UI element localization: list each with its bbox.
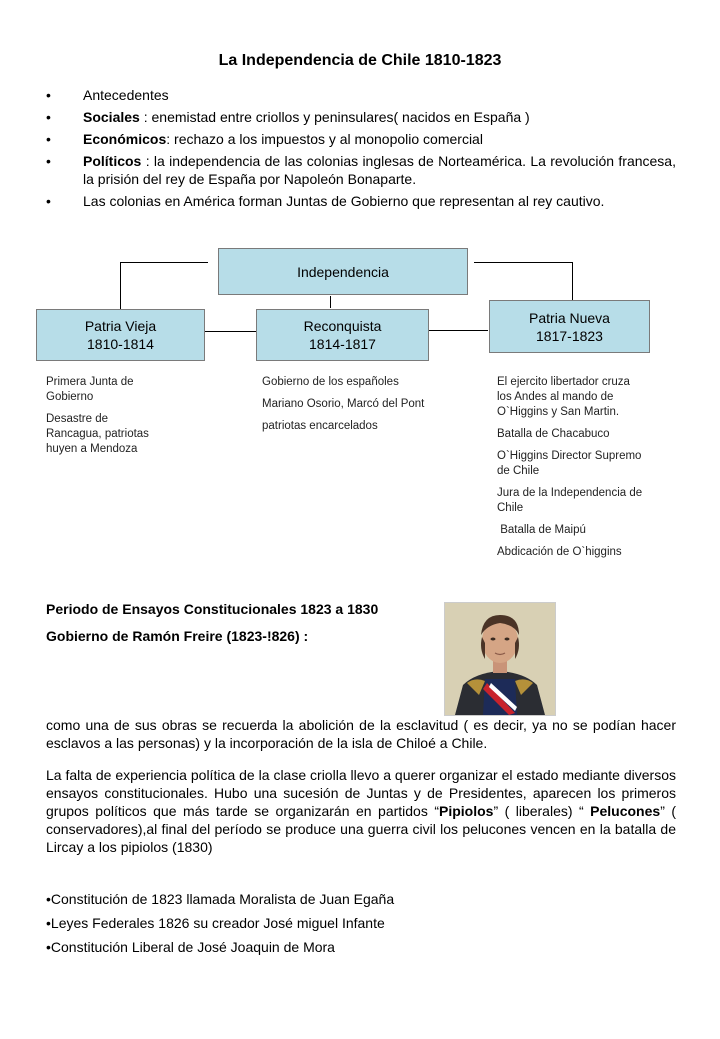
- paragraph-text: ” ( conservadores),al final del período se produce una guerra civil los pelucones vencen en la batalla de Lircay a los pipiolos (1830): [46, 803, 676, 855]
- bullet-item: [46, 130, 676, 148]
- box-name: Reconquista: [303, 318, 382, 334]
- event-item: Abdicación de O`higgins: [497, 546, 622, 558]
- bullet-dot: •: [46, 153, 51, 169]
- box-name: Patria Vieja: [84, 318, 157, 334]
- section-title: Periodo de Ensayos Constitucionales 1823 a 1830: [46, 601, 379, 617]
- box-years: 1814-1817: [309, 336, 376, 352]
- event-item: Mariano Osorio, Marcó del Pont: [262, 398, 425, 410]
- list-item: •Constitución Liberal de José Joaquin de Mora: [46, 939, 335, 955]
- constituciones-list: [46, 890, 676, 956]
- list-item: •Leyes Federales 1826 su creador José miguel Infante: [46, 915, 385, 931]
- pipiolos-term: Pipiolos: [438, 803, 494, 819]
- event-item: Batalla de Maipú: [497, 524, 586, 536]
- portrait-illustration: [445, 603, 555, 715]
- bullet-dot: •: [46, 87, 51, 103]
- connector-line: [474, 262, 572, 263]
- connector-line: [572, 262, 573, 300]
- bullet-text: : enemistad entre criollos y peninsulares( nacidos en España ): [139, 109, 530, 125]
- event-item: Primera Junta de Gobierno: [46, 376, 134, 403]
- patria-vieja-box: [36, 309, 205, 361]
- bullet-text: Antecedentes: [83, 87, 169, 103]
- subsection-title: Gobierno de Ramón Freire (1823-!826) :: [46, 628, 309, 644]
- box-years: 1810-1814: [87, 336, 154, 352]
- independencia-box: [218, 248, 468, 295]
- box-name: Patria Nueva: [529, 309, 610, 326]
- event-item: Desastre de Rancagua, patriotas huyen a Mendoza: [46, 413, 149, 455]
- patria-vieja-events: [46, 375, 166, 464]
- independencia-label: Independencia: [297, 263, 389, 280]
- connector-line: [428, 330, 488, 331]
- bullet-item: [46, 192, 676, 210]
- bullet-text: : rechazo a los impuestos y al monopolio comercial: [166, 131, 483, 147]
- paragraph-text: La falta de experiencia política de la clase criolla llevo a querer organizar el estado mediante diversos ensayos constitucionales. Hubo una sucesión de Juntas y de Presidentes, aparecen los primeros grupos políticos que más tarde se organizarán en partidos “: [46, 767, 676, 819]
- list-item: •Constitución de 1823 llamada Moralista de Juan Egaña: [46, 891, 395, 907]
- patria-nueva-events: [497, 375, 647, 567]
- patria-nueva-box: [489, 300, 650, 353]
- event-item: Batalla de Chacabuco: [497, 428, 610, 440]
- reconquista-events: [262, 375, 434, 441]
- event-item: Jura de la Independencia de Chile: [497, 487, 643, 514]
- bullet-dot: •: [46, 193, 51, 209]
- bullet-item: [46, 86, 676, 104]
- paragraph-freire: como una de sus obras se recuerda la abolición de la esclavitud ( es decir, ya no se podían hacer esclavos a las personas) y la incorporación de la isla de Chiloé a Chile.: [46, 717, 676, 751]
- bullet-dot: •: [46, 131, 51, 147]
- event-item: patriotas encarcelados: [262, 420, 378, 432]
- event-item: El ejercito libertador cruza los Andes al mando de O`Higgins y San Martin.: [497, 376, 630, 418]
- connector-line: [120, 262, 208, 263]
- bullet-item: [46, 108, 676, 126]
- connector-line: [330, 296, 331, 308]
- bullet-text: Las colonias en América forman Juntas de Gobierno que representan al rey cautivo.: [83, 193, 605, 209]
- connector-line: [204, 331, 256, 332]
- page-title: La Independencia de Chile 1810-1823: [218, 52, 502, 69]
- portrait-image: [444, 602, 556, 716]
- event-item: Gobierno de los españoles: [262, 376, 399, 388]
- paragraph-ensayos: [46, 766, 676, 856]
- bullet-bold: Sociales: [83, 109, 140, 125]
- bullet-dot: •: [46, 109, 51, 125]
- bullet-bold: Políticos: [83, 153, 142, 169]
- antecedentes-list: [46, 86, 676, 214]
- box-years: 1817-1823: [536, 327, 603, 344]
- pelucones-term: Pelucones: [590, 803, 661, 819]
- bullet-bold: Económicos: [83, 131, 167, 147]
- paragraph-text: ” ( liberales) “: [493, 803, 591, 819]
- bullet-text: : la independencia de las colonias inglesas de Norteamérica. La revolución francesa, la prisión del rey de España por Napoleón Bonaparte.: [83, 153, 676, 187]
- reconquista-box: [256, 309, 429, 361]
- event-item: O`Higgins Director Supremo de Chile: [497, 450, 642, 477]
- bullet-item: [46, 152, 676, 188]
- connector-line: [120, 262, 121, 310]
